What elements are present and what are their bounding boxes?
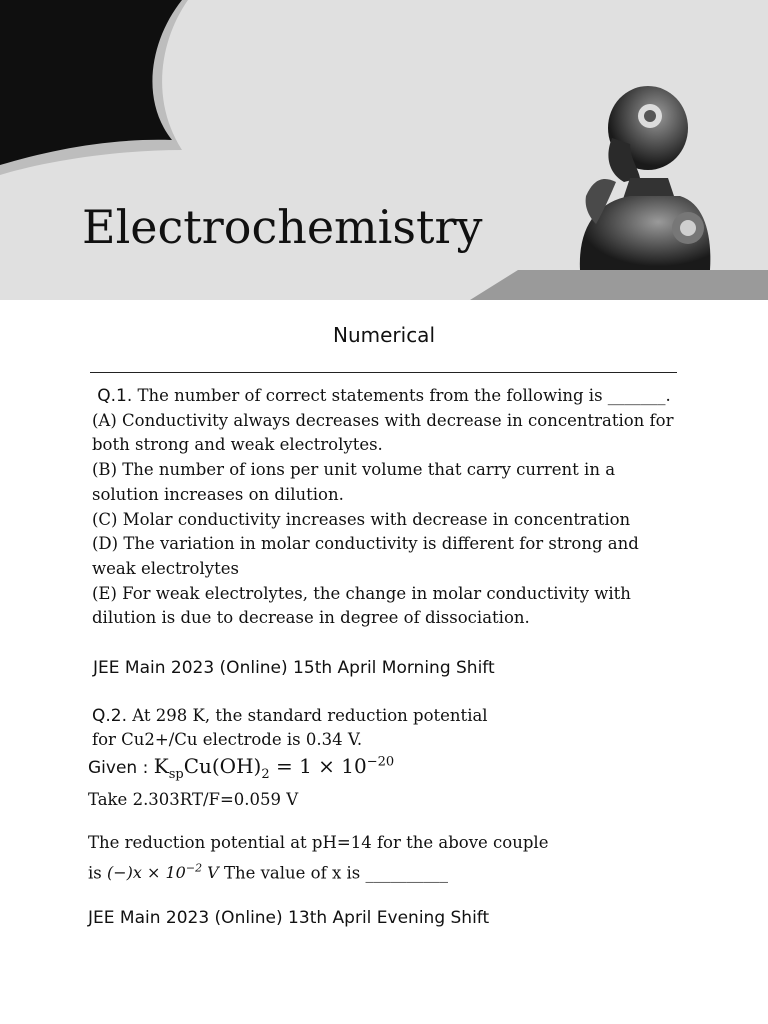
- given-formula: Given : $K_{sp}Cu(OH)_2 = 1 \times 10^{-20}$: [88, 754, 395, 782]
- question-2-line-1: Q.2. At 298 K, the standard reduction potential: [92, 706, 488, 726]
- reduction-line: The reduction potential at pH=14 for the above couple: [88, 833, 549, 852]
- question-1-exam-source: JEE Main 2023 (Online) 15th April Morning Shift: [93, 658, 495, 678]
- take-constant: Take 2.303RT/F=0.059 V: [88, 790, 299, 809]
- option-a: (A) Conductivity always decreases with decrease in concentration for both strong and weak electrolytes.: [92, 410, 674, 455]
- question-1-stem: Q.1. The number of correct statements from the following is _______.: [97, 386, 671, 406]
- option-b: (B) The number of ions per unit volume that carry current in a solution increases on dilution.: [92, 460, 616, 504]
- question-2-line-2: for Cu2+/Cu electrode is 0.34 V.: [92, 730, 363, 749]
- question-2-label: Q.2.: [92, 706, 128, 726]
- option-d: (D) The variation in molar conductivity is different for strong and weak electrolytes: [92, 534, 639, 578]
- answer-line: is $(-)x \times 10^{-2}$ V The value of x is __________: [88, 862, 449, 883]
- option-c: (C) Molar conductivity increases with decrease in concentration: [92, 509, 631, 529]
- question-2-prompt: [88, 830, 688, 886]
- header-banner: [0, 0, 768, 300]
- option-e: (E) For weak electrolytes, the change in molar conductivity with dilution is due to decrease in degree of dissociation.: [92, 583, 631, 628]
- question-2-exam-source: JEE Main 2023 (Online) 13th April Evening Shift: [88, 908, 490, 928]
- question-2: [92, 704, 652, 751]
- divider: [90, 372, 677, 373]
- robot-icon: [560, 78, 720, 272]
- question-1-label: Q.1.: [97, 386, 133, 406]
- page-title: Electrochemistry: [82, 200, 483, 254]
- question-1: [92, 384, 682, 631]
- section-heading: Numerical: [332, 323, 435, 347]
